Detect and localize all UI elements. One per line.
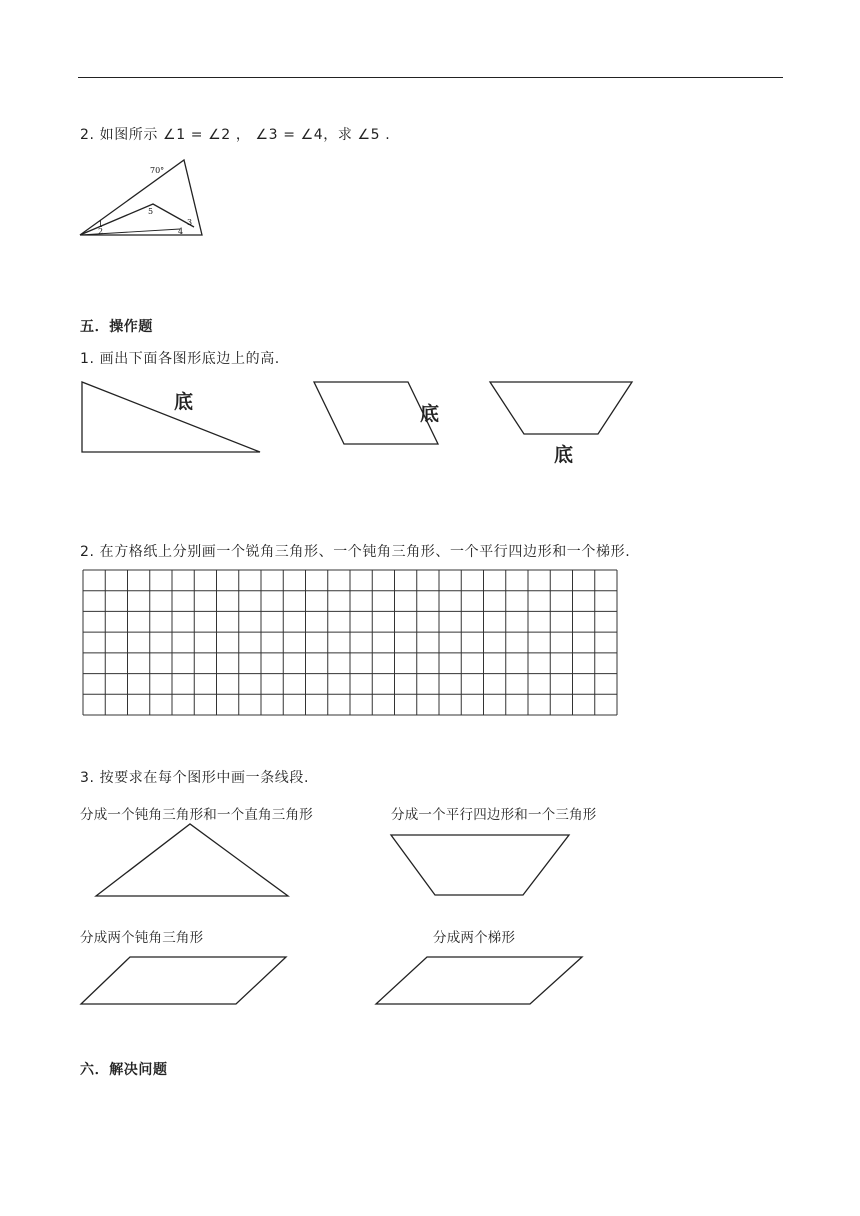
- angle-1-label: 1: [98, 220, 104, 229]
- q3-triangle-figure[interactable]: [94, 822, 290, 898]
- q3-trapezoid-figure[interactable]: [389, 833, 571, 897]
- q3-label-3: 分成两个钝角三角形: [80, 930, 204, 946]
- section-6-heading: 六．解决问题: [80, 1062, 168, 1078]
- graph-paper-grid[interactable]: [82, 569, 618, 716]
- section-5-q2-text: 2. 在方格纸上分别画一个锐角三角形、一个钝角三角形、一个平行四边形和一个梯形.: [80, 544, 631, 560]
- q3-label-4: 分成两个梯形: [433, 930, 516, 946]
- angle-triangle-figure: [78, 157, 204, 239]
- trapezoid-figure: [488, 379, 636, 437]
- angle-3-label: 3: [187, 218, 193, 227]
- angle-2-label: 2: [98, 227, 104, 236]
- section-5-q3-text: 3. 按要求在每个图形中画一条线段.: [80, 770, 310, 786]
- section-5-q1-text: 1. 画出下面各图形底边上的高.: [80, 351, 280, 367]
- q3-label-1: 分成一个钝角三角形和一个直角三角形: [80, 807, 313, 823]
- angle-70-label: 70°: [150, 166, 165, 175]
- right-triangle-figure: [80, 380, 262, 454]
- base-label-triangle: 底: [174, 391, 194, 413]
- angle-5-label: 5: [148, 207, 154, 216]
- q3-parallelogram-1-figure[interactable]: [79, 955, 289, 1006]
- base-label-trapezoid: 底: [554, 444, 574, 466]
- angle-4-label: 4: [178, 227, 184, 236]
- q3-parallelogram-2-figure[interactable]: [374, 955, 584, 1006]
- q4-2-text: 2. 如图所示 ∠1 = ∠2 ， ∠3 = ∠4，求 ∠5 .: [80, 127, 391, 143]
- q3-label-2: 分成一个平行四边形和一个三角形: [391, 807, 597, 823]
- base-label-parallelogram: 底: [420, 403, 440, 425]
- section-5-heading: 五．操作题: [80, 319, 153, 335]
- header-rule: [78, 77, 783, 78]
